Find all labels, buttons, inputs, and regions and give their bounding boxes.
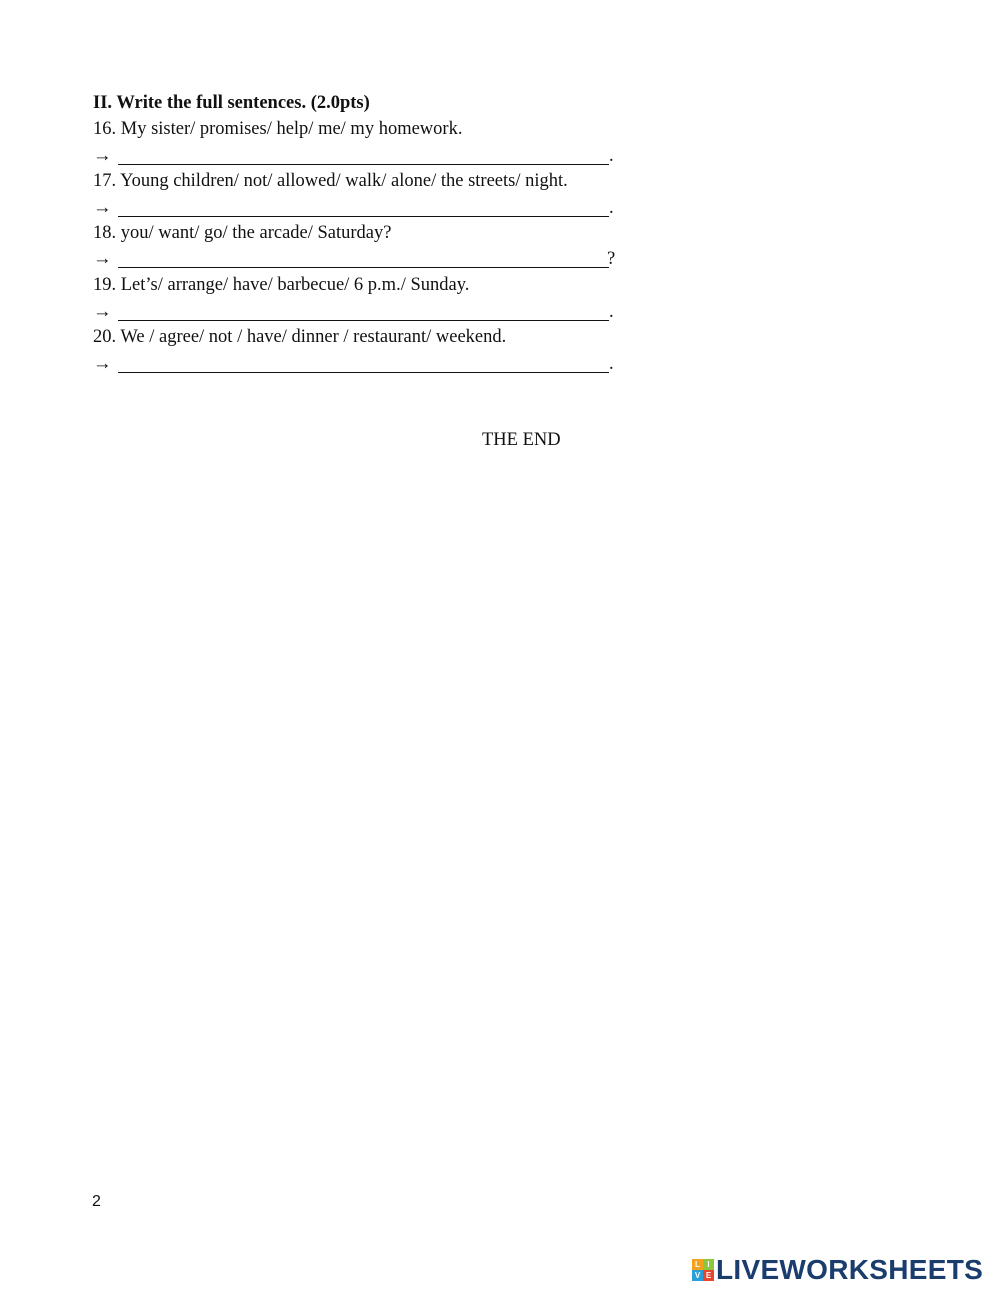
answer-end-punctuation: .	[609, 146, 614, 166]
answer-end-punctuation: ?	[607, 249, 616, 269]
answer-end-punctuation: .	[609, 302, 614, 322]
question-17-prompt: 17. Young children/ not/ allowed/ walk/ alone/ the streets/ night.	[93, 171, 568, 191]
logo-tile-i: I	[703, 1259, 714, 1270]
liveworksheets-logo	[692, 1254, 983, 1286]
arrow-icon: →	[93, 354, 112, 374]
question-17-answer-line	[93, 198, 633, 222]
answer-blank-19[interactable]	[118, 320, 609, 321]
answer-blank-16[interactable]	[118, 164, 609, 165]
question-16-answer-line	[93, 146, 633, 170]
section-title: II. Write the full sentences. (2.0pts)	[93, 93, 370, 113]
arrow-icon: →	[93, 249, 112, 269]
answer-blank-18[interactable]	[118, 267, 609, 268]
brand-name: LIVEWORKSHEETS	[716, 1254, 984, 1285]
arrow-icon: →	[93, 146, 112, 166]
answer-blank-20[interactable]	[118, 372, 609, 373]
closing-text: THE END	[482, 430, 561, 450]
question-19-answer-line	[93, 302, 633, 326]
question-20-prompt: 20. We / agree/ not / have/ dinner / restaurant/ weekend.	[93, 327, 507, 347]
question-18-answer-line	[93, 249, 633, 273]
arrow-icon: →	[93, 302, 112, 322]
answer-end-punctuation: .	[609, 354, 614, 374]
question-19-prompt: 19. Let’s/ arrange/ have/ barbecue/ 6 p.m./ Sunday.	[93, 275, 470, 295]
answer-blank-17[interactable]	[118, 216, 609, 217]
liveworksheets-logo-icon	[692, 1259, 714, 1281]
question-18-prompt: 18. you/ want/ go/ the arcade/ Saturday?	[93, 223, 392, 243]
question-16-prompt: 16. My sister/ promises/ help/ me/ my homework.	[93, 119, 463, 139]
page-number: 2	[92, 1193, 101, 1210]
logo-tile-e: E	[703, 1270, 714, 1281]
arrow-icon: →	[93, 198, 112, 218]
logo-tile-v: V	[692, 1270, 703, 1281]
logo-tile-l: L	[692, 1259, 703, 1270]
answer-end-punctuation: .	[609, 198, 614, 218]
question-20-answer-line	[93, 354, 633, 378]
